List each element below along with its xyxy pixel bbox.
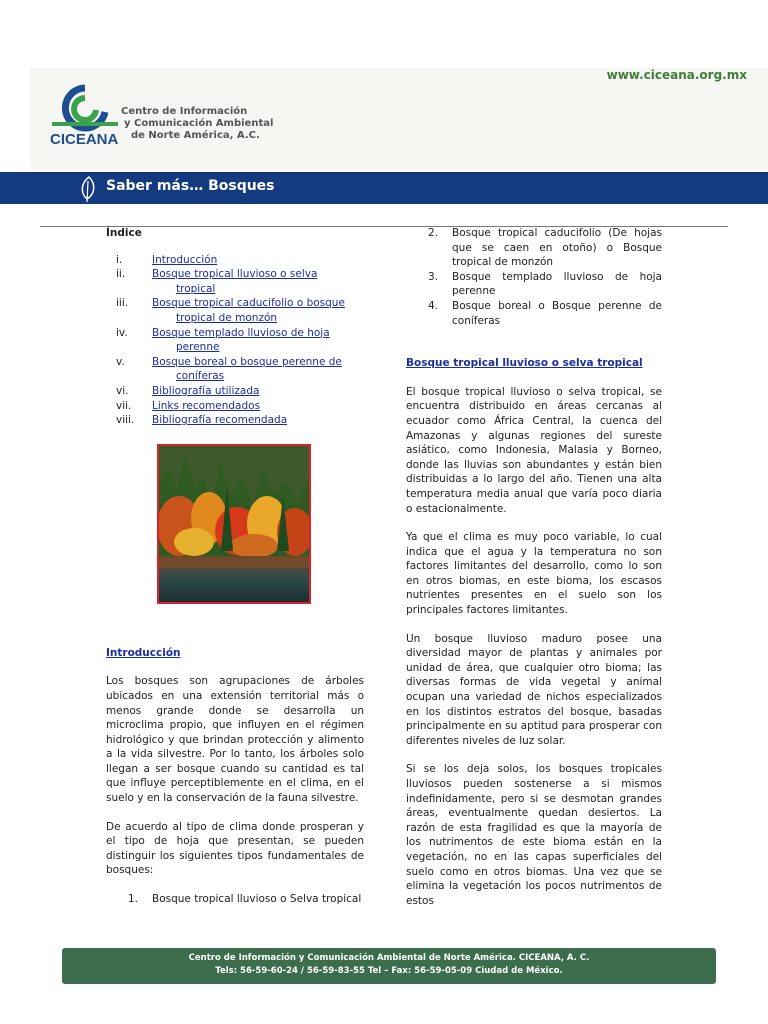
- index-item: ii. Bosque tropical lluvioso o selva tropical: [106, 267, 364, 296]
- list-item: 1. Bosque tropical lluvioso o Selva tropical: [128, 893, 362, 906]
- index-item: vi. Bibliografía utilizada: [116, 384, 260, 397]
- list-item: 4. Bosque boreal o Bosque perenne de coníferas: [428, 299, 662, 327]
- index-link-introduccion[interactable]: Introducción: [152, 253, 218, 266]
- page-title: Saber más… Bosques: [106, 178, 275, 194]
- index-title: Índice: [106, 227, 142, 239]
- index-list: [106, 253, 364, 428]
- index-item: viii. Bibliografía recomendada: [116, 414, 288, 427]
- footer-line-1: Centro de Información y Comunicación Ambiental de Norte América. CICEANA, A. C.: [188, 953, 590, 963]
- index-item: iv. Bosque templado lluvioso de hoja perenne: [106, 326, 364, 355]
- index-item: i. Introducción: [116, 253, 218, 266]
- leaf-icon: [78, 175, 100, 203]
- index-link-templado[interactable]: Bosque templado lluvioso de hoja perenne: [152, 326, 330, 354]
- site-url-link[interactable]: www.ciceana.org.mx: [606, 68, 747, 82]
- org-name: [121, 106, 273, 142]
- forest-illustration: [159, 446, 309, 602]
- index-link-bibliografia-recomendada[interactable]: Bibliografía recomendada: [152, 414, 288, 427]
- intro-title: Introducción: [106, 646, 181, 659]
- forest-photo: [157, 444, 311, 604]
- right-column: [406, 226, 662, 908]
- ciceana-logo: [48, 82, 122, 146]
- intro-paragraph-1: Los bosques son agrupaciones de árboles ubicados en una extensión territorial más o menos grande donde se desarrolla un microclima propio, que influyen en el régimen hidrológico y que brindan protección y alimento a la vida silvestre. Por lo tanto, los árboles solo llegan a ser bosque cuando su cantidad es tal que influye perceptiblemente en el clima, en el suelo y en la conservación de la fauna silvestre.: [106, 675, 364, 805]
- index-item: vii. Links recomendados: [116, 399, 261, 412]
- index-link-links[interactable]: Links recomendados: [152, 399, 261, 412]
- types-list-right: [406, 226, 662, 328]
- index-link-boreal[interactable]: Bosque boreal o bosque perenne de coníferas: [152, 355, 342, 383]
- org-line-3: de Norte América, A.C.: [131, 130, 260, 141]
- intro-paragraph-2: De acuerdo al tipo de clima donde prosperan y el tipo de hoja que presentan, se pueden distinguir los siguientes tipos fundamentales de bosques:: [106, 820, 364, 877]
- index-link-caducifolio[interactable]: Bosque tropical caducifolio o bosque tropical de monzón: [152, 297, 345, 324]
- logo-name: CICEANA: [50, 131, 119, 146]
- org-line-1: Centro de Información: [121, 106, 248, 117]
- footer-line-2: Tels: 56-59-60-24 / 56-59-83-55 Tel – Fax: 56-59-05-09 Ciudad de México.: [215, 966, 563, 976]
- section-paragraph-3: Un bosque lluvioso maduro posee una diversidad mayor de plantas y animales por unidad de área, que cualquier otro bioma; las diversas formas de vida vegetal y animal ocupan una variedad de nichos especializados en los distintos estratos del bosque, basadas principalmente en su aptitud para prosperar con diferentes niveles de luz solar.: [406, 632, 662, 747]
- index-link-bibliografia-utilizada[interactable]: Bibliografía utilizada: [152, 384, 260, 397]
- index-link-selva-tropical[interactable]: Bosque tropical lluvioso o selva tropical: [152, 268, 318, 295]
- section-paragraph-4: Si se los deja solos, los bosques tropicales lluviosos pueden sostenerse a si mismos indefinidamente, pero si se desmotan grandes áreas, eventualmente quedan desiertos. La razón de esta fragilidad es que la mayoría de los nutrimentos de este bioma están en la vegetación, no en las capas superficiales del suelo como en otros biomas. Una vez que se elimina la vegetación los pocos nutrimentos de estos: [406, 763, 662, 907]
- org-line-2: y Comunicación Ambiental: [124, 118, 274, 129]
- section-paragraph-1: El bosque tropical lluvioso o selva tropical, se encuentra distribuido en áreas cercanas al ecuador como África Central, la cuenca del Amazonas y algunas regiones del sureste asiático, como Indonesia, Malasia y Borneo, donde las lluvias son abundantes y están bien distribuidas a lo largo del año. Tienen una alta temperatura media anual que varía poco diaria o estacionalmente.: [406, 385, 662, 515]
- section-title: Bosque tropical lluvioso o selva tropical: [406, 357, 643, 370]
- types-list-left: [106, 892, 364, 907]
- index-item: v. Bosque boreal o bosque perenne de coníferas: [106, 355, 364, 384]
- footer-text: [62, 952, 716, 978]
- index-item: iii. Bosque tropical caducifolio o bosque tropical de monzón: [106, 296, 364, 325]
- section-paragraph-2: Ya que el clima es muy poco variable, lo cual indica que el agua y la temperatura no son factores limitantes del desarrollo, como lo son en otros biomas, en este bioma, los escasos nutrientes presentes en el suelo son los principales factores limitantes.: [406, 531, 662, 617]
- list-item: 3. Bosque templado lluvioso de hoja perenne: [428, 270, 662, 298]
- list-item: 2. Bosque tropical caducifolio (De hojas que se caen en otoño) o Bosque tropical de monzón: [428, 227, 662, 269]
